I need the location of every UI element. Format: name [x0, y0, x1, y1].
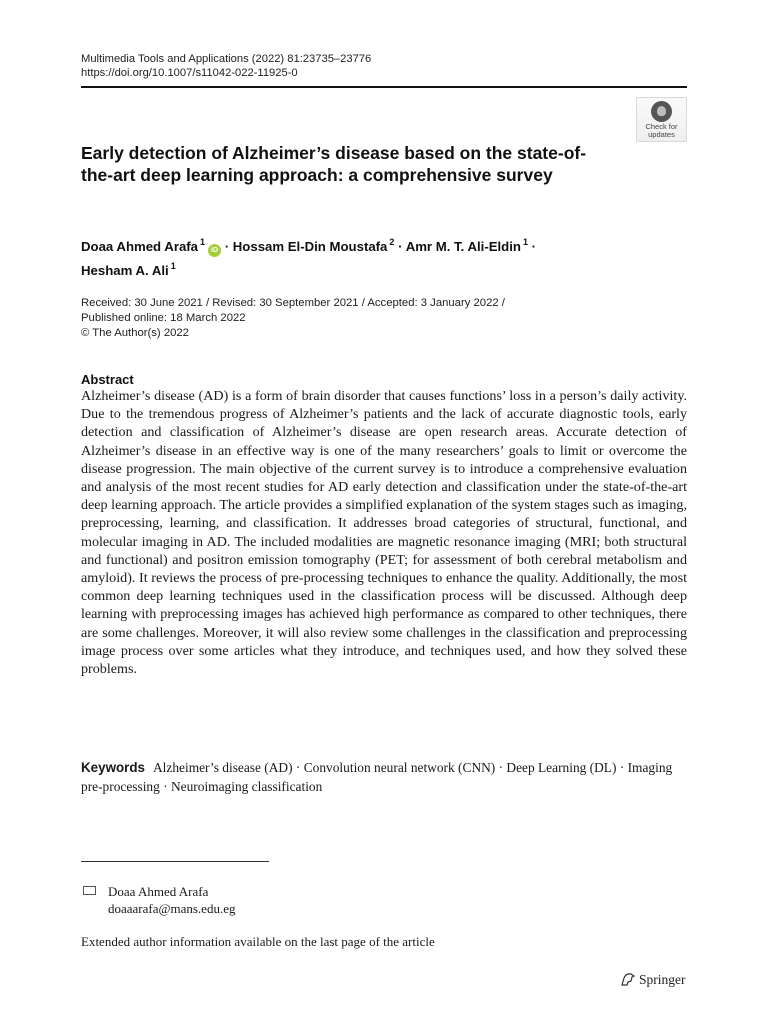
- keywords-label: Keywords: [81, 760, 145, 775]
- correspondence-name: Doaa Ahmed Arafa: [108, 884, 209, 899]
- correspondence-email[interactable]: doaaarafa@mans.edu.eg: [108, 901, 236, 916]
- dates-line-2: Published online: 18 March 2022: [81, 312, 246, 324]
- affiliation-mark: 1: [522, 237, 528, 247]
- affiliation-mark: 1: [170, 261, 176, 271]
- footnote-rule: [81, 861, 269, 862]
- author-name[interactable]: Amr M. T. Ali-Eldin: [405, 239, 521, 254]
- journal-header: [81, 52, 371, 80]
- journal-citation: Multimedia Tools and Applications (2022) 81:23735–23776: [81, 53, 372, 65]
- header-rule: [81, 86, 687, 88]
- springer-horse-icon: [620, 972, 636, 986]
- check-for-updates-badge[interactable]: [636, 97, 687, 142]
- keywords-text: Alzheimer’s disease (AD) · Convolution neural network (CNN) · Deep Learning (DL) · Imaging pre-processing · Neuroimaging classification: [81, 760, 673, 794]
- correspondence: [108, 883, 235, 917]
- publisher-logo: [620, 972, 686, 988]
- author-separator: ·: [398, 239, 403, 254]
- crossmark-icon: [651, 101, 672, 122]
- author-separator: ·: [224, 239, 230, 254]
- envelope-icon: [83, 886, 96, 895]
- paper-title: Early detection of Alzheimer’s disease based on the state-of-the-art deep learning approach: a comprehensive survey: [81, 143, 587, 185]
- copyright-line: © The Author(s) 2022: [81, 327, 189, 339]
- doi-link[interactable]: https://doi.org/10.1007/s11042-022-11925-0: [81, 67, 298, 79]
- author-name[interactable]: Hesham A. Ali: [81, 263, 169, 278]
- affiliation-mark: 1: [200, 237, 206, 247]
- publication-dates: [81, 296, 641, 341]
- affiliation-mark: 2: [389, 237, 395, 247]
- extended-author-info: Extended author information available on the last page of the article: [81, 934, 435, 949]
- author-separator: ·: [531, 239, 537, 254]
- orcid-icon[interactable]: iD: [208, 244, 221, 257]
- abstract-heading: Abstract: [81, 372, 134, 387]
- author-list: [81, 233, 641, 281]
- dates-line-1: Received: 30 June 2021 / Revised: 30 September 2021 / Accepted: 3 January 2022 /: [81, 297, 505, 309]
- author-name[interactable]: Doaa Ahmed Arafa: [81, 239, 199, 254]
- abstract-text: Alzheimer’s disease (AD) is a form of brain disorder that causes functions’ loss in a person’s daily activity. Due to the tremendous progress of Alzheimer’s patients and the lack of accurate diagnostic tools, early detection and classification of Alzheimer’s disease are open research areas. Accurate detection of Alzheimer’s disease in an effective way is one of the many researchers’ goals to limit or overcome the disease progression. The main objective of the current survey is to introduce a comprehensive evaluation and analysis of the most recent studies for AD early detection and classification under the state-of-the-art deep learning approach. The article provides a simplified explanation of the system stages such as imaging, preprocessing, learning, and classification. It addresses broad categories of structural, functional, and molecular imaging in AD. The included modalities are magnetic resonance imaging (MRI; both structural and functional) and positron emission tomography (PET; for assessment of both cerebral metabolism and amyloid). It reviews the process of pre-processing techniques to enhance the quality. Additionally, the most common deep learning techniques used in the classification process will be discussed. Although deep learning with preprocessing images has achieved high performance as compared to other techniques, there are some challenges. Moreover, it will also review some challenges in the classification and preprocessing image process over some articles what they introduce, and techniques used, and how they solved these problems.: [81, 388, 687, 678]
- author-name[interactable]: Hossam El-Din Moustafa: [232, 239, 388, 254]
- badge-label: Check for updates: [645, 122, 678, 139]
- keywords: [81, 758, 691, 796]
- publisher-name: Springer: [639, 972, 686, 987]
